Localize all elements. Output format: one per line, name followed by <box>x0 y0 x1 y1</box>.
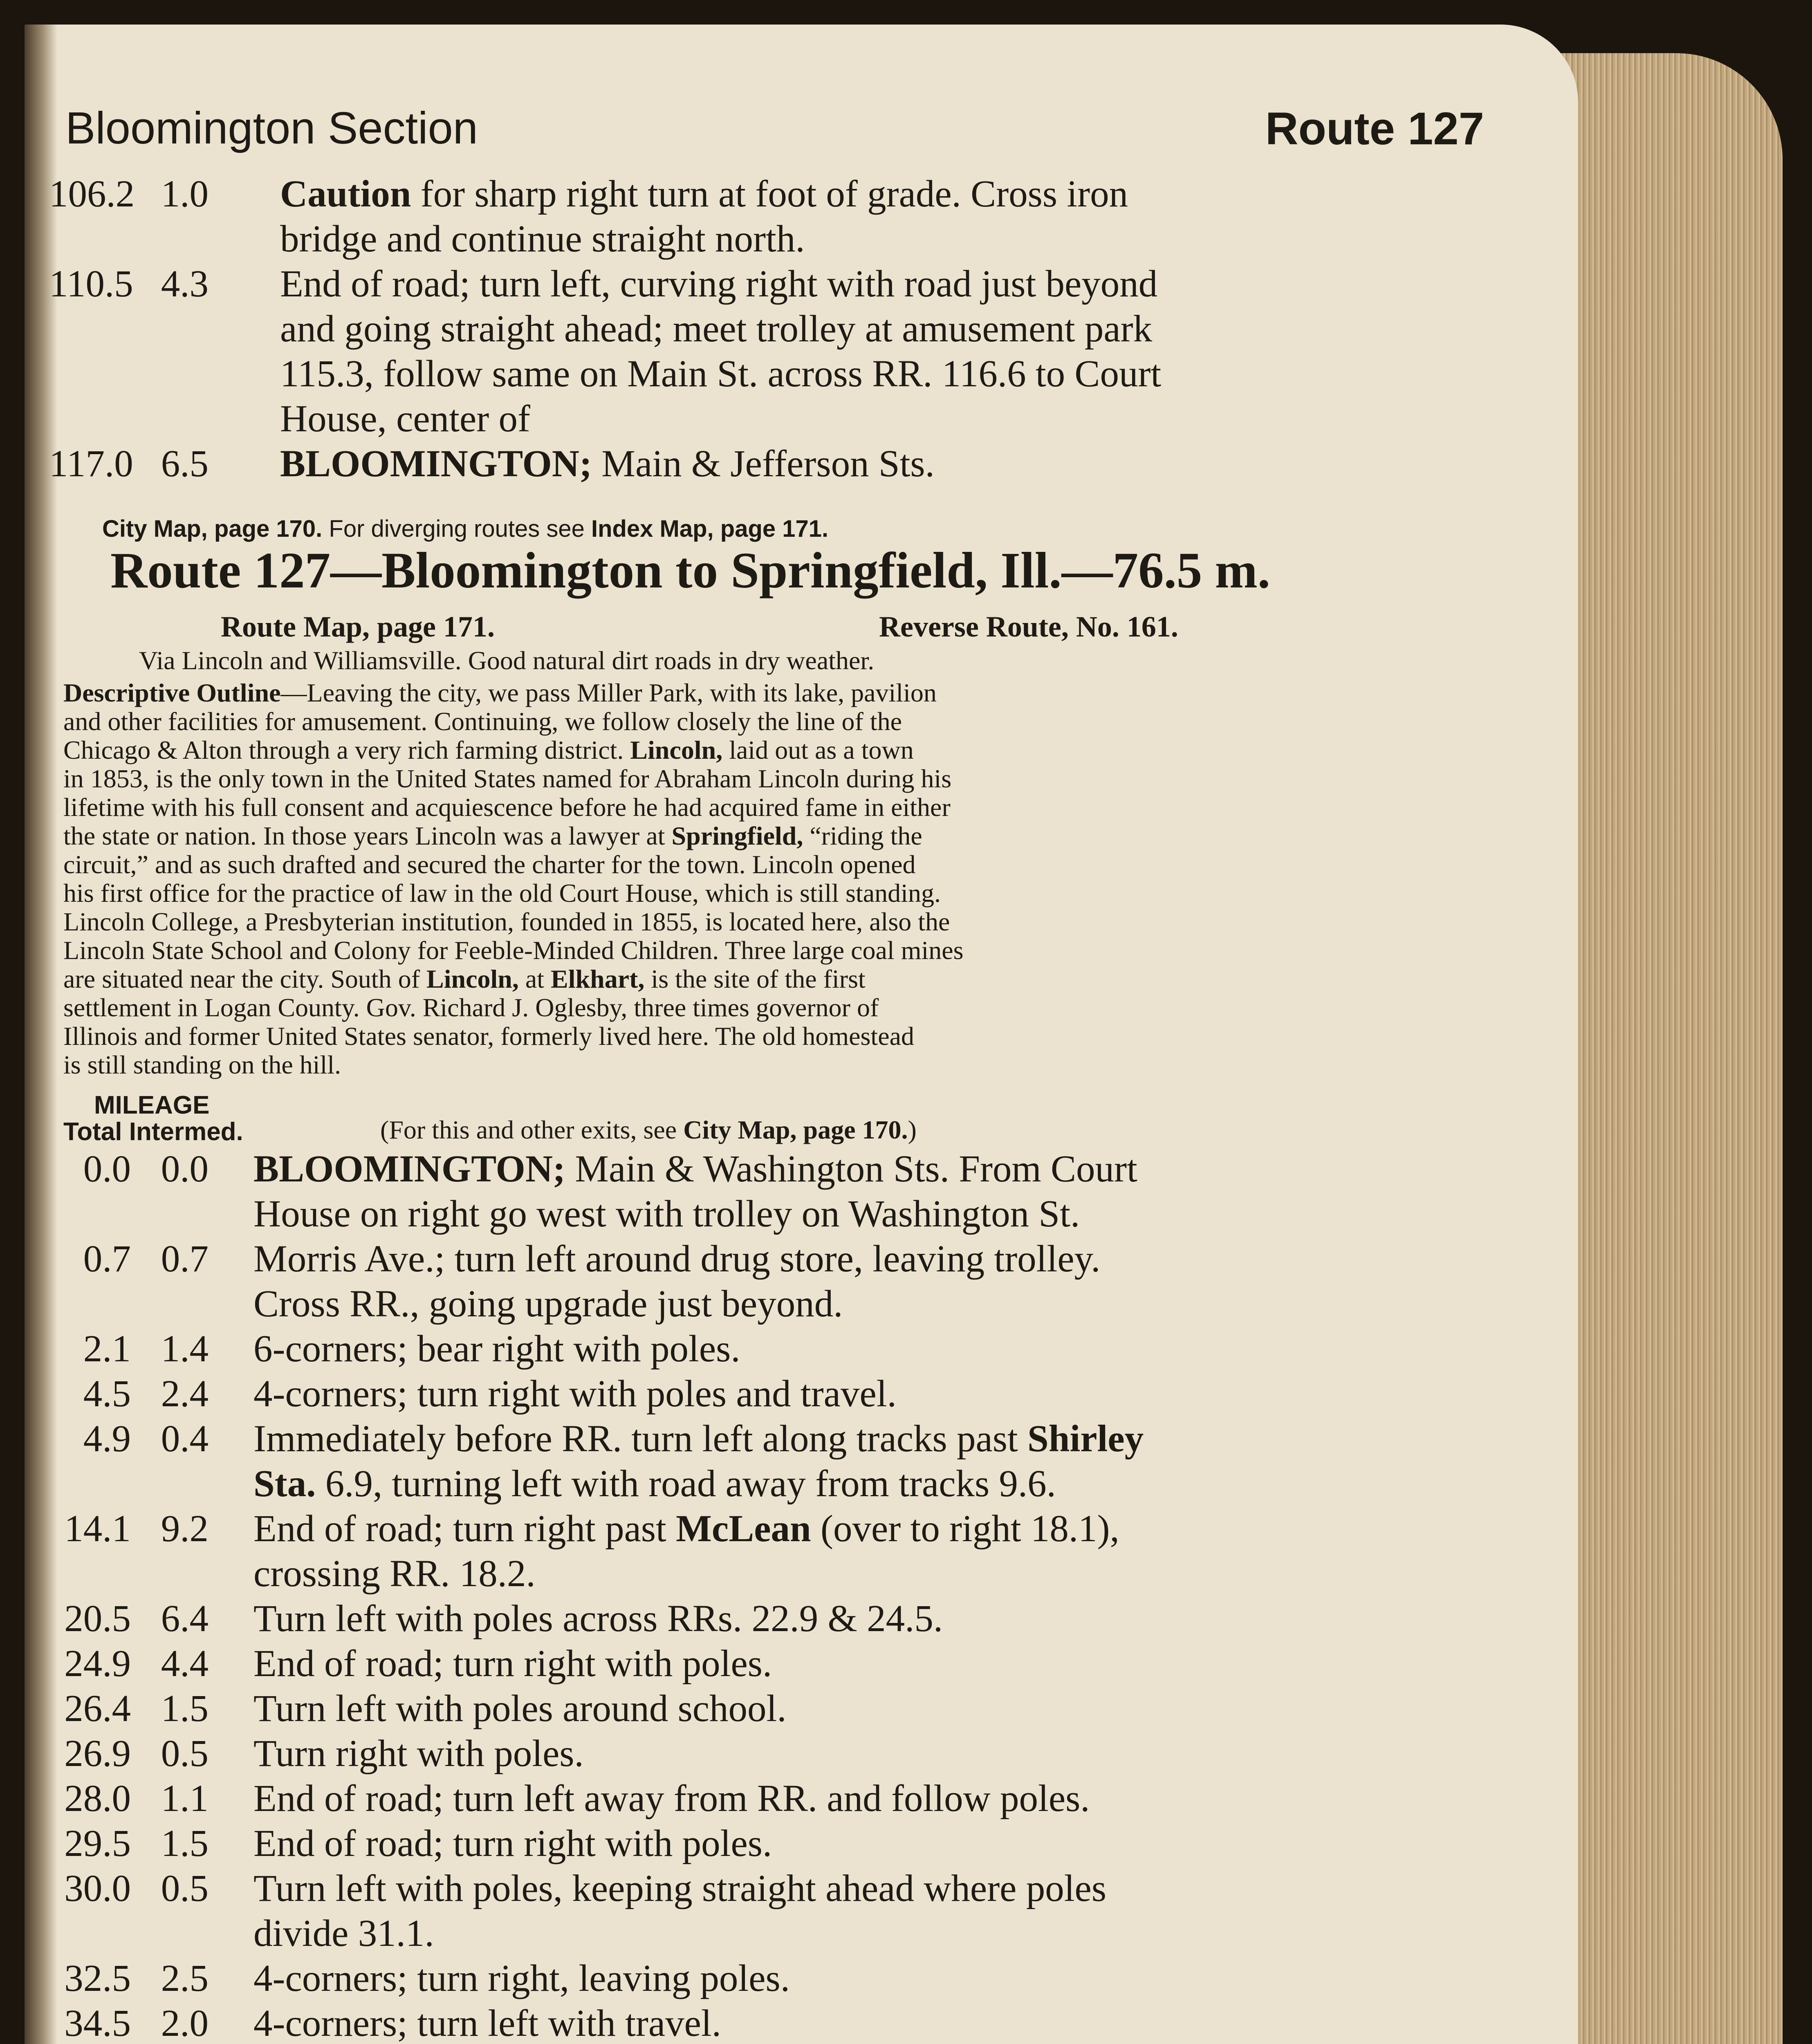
direction-text <box>253 1821 772 1866</box>
total-miles: 14.1 <box>64 1508 131 1550</box>
intermediate-miles: 1.5 <box>161 1822 209 1865</box>
direction-text <box>253 1731 584 1776</box>
text-run: are situated near the city. South of <box>63 964 426 993</box>
text-run: settlement in Logan County. Gov. Richard J. Oglesby, three times governor of <box>63 993 879 1022</box>
text-run: 6.9, turning left with road away from tracks 9.6. <box>316 1463 1056 1505</box>
text-run: Lincoln, <box>630 735 723 764</box>
text-run: Caution <box>280 173 411 215</box>
mileage-label: MILEAGE <box>94 1091 210 1119</box>
direction-text <box>253 1956 790 2001</box>
text-run: circuit,” and as such drafted and secured the charter for the town. Lincoln opened <box>63 850 916 879</box>
intermediate-miles: 0.0 <box>161 1148 209 1190</box>
outline-line <box>63 793 1482 822</box>
text-run: 4-corners; turn right with poles and travel. <box>253 1373 897 1415</box>
text-run: Shirley <box>1027 1418 1144 1460</box>
text-run: City Map, page 170. <box>683 1115 908 1144</box>
total-miles: 29.5 <box>64 1822 131 1865</box>
text-run: Elkhart, <box>551 964 645 993</box>
total-intermed-label: Total Intermed. <box>63 1118 243 1146</box>
direction-text <box>253 1327 740 1372</box>
direction-text <box>253 1192 1080 1237</box>
text-run: Springfield, <box>671 821 803 850</box>
outline-line <box>63 1022 1482 1051</box>
text-run: Turn right with poles. <box>253 1732 584 1775</box>
outline-line <box>63 707 1482 736</box>
text-run: Sta. <box>253 1463 316 1505</box>
text-run: is the site of the first <box>644 964 866 993</box>
text-run: divide 31.1. <box>253 1912 434 1954</box>
text-run: Turn left with poles, keeping straight ahead where poles <box>253 1867 1107 1910</box>
text-run: House, center of <box>280 398 530 440</box>
total-miles: 26.4 <box>64 1688 131 1730</box>
route-map-reference: Route Map, page 171. <box>221 610 495 643</box>
outline-line <box>63 936 1482 965</box>
text-run: End of road; turn left away from RR. and follow poles. <box>253 1777 1090 1820</box>
section-title: Bloomington Section <box>65 103 478 153</box>
outline-line <box>63 850 1482 879</box>
text-run: in 1853, is the only town in the United States named for Abraham Lincoln during his <box>63 764 952 793</box>
direction-text <box>253 1596 943 1641</box>
total-miles: 24.9 <box>64 1643 131 1685</box>
intermediate-miles: 0.7 <box>161 1238 209 1280</box>
intermediate-miles: 2.4 <box>161 1373 209 1415</box>
total-miles: 30.0 <box>64 1867 131 1910</box>
text-run: his first office for the practice of law in the old Court House, which is still standing. <box>63 879 941 908</box>
text-run: lifetime with his full consent and acquiescence before he had acquired fame in either <box>63 793 951 822</box>
exits-note <box>380 1116 917 1143</box>
text-run: BLOOMINGTON; <box>280 443 592 485</box>
direction-text <box>253 1506 1119 1551</box>
outline-line <box>63 1051 1482 1079</box>
total-miles: 110.5 <box>49 263 133 305</box>
direction-text <box>280 397 530 442</box>
text-run: For diverging routes see <box>322 515 591 542</box>
text-run: Main & Washington Sts. From Court <box>565 1148 1137 1190</box>
text-run: End of road; turn left, curving right with road just beyond <box>280 263 1158 305</box>
text-run: at <box>518 964 551 993</box>
direction-text <box>253 1147 1137 1192</box>
direction-text <box>253 1461 1056 1506</box>
intermediate-miles: 1.0 <box>161 173 209 215</box>
text-run: Morris Ave.; turn left around drug store, leaving trolley. <box>253 1238 1101 1280</box>
city-map-note <box>102 515 828 542</box>
intermediate-miles: 4.4 <box>161 1643 209 1685</box>
total-miles: 4.9 <box>83 1418 131 1460</box>
intermediate-miles: 0.4 <box>161 1418 209 1460</box>
text-run: Lincoln State School and Colony for Feeble-Minded Children. Three large coal mines <box>63 936 964 965</box>
outline-line <box>63 965 1482 993</box>
direction-text <box>253 1776 1090 1821</box>
text-run: Index Map, page 171. <box>591 515 829 542</box>
reverse-route-reference: Reverse Route, No. 161. <box>879 610 1178 643</box>
route-number: Route 127 <box>1265 103 1484 154</box>
total-miles: 4.5 <box>83 1373 131 1415</box>
total-miles: 2.1 <box>83 1328 131 1370</box>
direction-text <box>253 1866 1106 1911</box>
text-run: Lincoln, <box>426 964 519 993</box>
intermediate-miles: 1.5 <box>161 1688 209 1730</box>
outline-line <box>63 879 1482 908</box>
text-run: Descriptive Outline <box>63 678 281 707</box>
direction-text <box>253 1237 1100 1282</box>
outline-line <box>63 679 1482 707</box>
direction-text <box>253 1551 536 1596</box>
text-run: Illinois and former United States senator, formerly lived here. The old homestead <box>63 1022 914 1051</box>
direction-text <box>280 217 805 262</box>
direction-text <box>253 1686 787 1731</box>
outline-line <box>63 764 1482 793</box>
direction-text <box>253 1372 897 1416</box>
outline-line <box>63 736 1482 764</box>
text-run: “riding the <box>803 821 922 850</box>
intermediate-miles: 1.4 <box>161 1328 209 1370</box>
text-run: crossing RR. 18.2. <box>253 1553 536 1595</box>
total-miles: 0.7 <box>83 1238 131 1280</box>
text-run: for sharp right turn at foot of grade. Cross iron <box>411 173 1128 215</box>
total-miles: 117.0 <box>49 443 133 485</box>
route-title: Route 127—Bloomington to Springfield, Ill.—76.5 m. <box>110 542 1270 599</box>
intermediate-miles: 2.5 <box>161 1957 209 1999</box>
text-run: 6-corners; bear right with poles. <box>253 1328 740 1370</box>
text-run: BLOOMINGTON; <box>253 1148 566 1190</box>
text-run: Turn left with poles across RRs. 22.9 & 24.5. <box>253 1598 943 1640</box>
intermediate-miles: 6.5 <box>161 443 209 485</box>
direction-text <box>280 172 1128 217</box>
direction-text <box>280 307 1152 352</box>
text-run: Main & Jefferson Sts. <box>592 443 935 485</box>
book-page <box>25 25 1578 2044</box>
direction-text <box>253 1641 772 1686</box>
text-run: Cross RR., going upgrade just beyond. <box>253 1283 843 1325</box>
text-run: City Map, page 170. <box>102 515 323 542</box>
text-run: is still standing on the hill. <box>63 1050 341 1079</box>
running-header <box>65 102 1484 164</box>
text-run: End of road; turn right past <box>253 1508 676 1550</box>
total-miles: 106.2 <box>49 173 135 215</box>
text-run: 4-corners; turn right, leaving poles. <box>253 1957 790 1999</box>
text-run: Immediately before RR. turn left along tracks past <box>253 1418 1028 1460</box>
text-run: McLean <box>676 1508 811 1550</box>
text-run: laid out as a town <box>722 735 914 764</box>
outline-line <box>63 908 1482 936</box>
text-run: —Leaving the city, we pass Miller Park, with its lake, pavilion <box>280 678 937 707</box>
direction-text <box>253 1911 434 1956</box>
text-run: bridge and continue straight north. <box>280 218 805 260</box>
total-miles: 26.9 <box>64 1732 131 1775</box>
outline-line <box>63 993 1482 1022</box>
intermediate-miles: 0.5 <box>161 1867 209 1910</box>
intermediate-miles: 6.4 <box>161 1598 209 1640</box>
direction-text <box>280 442 935 486</box>
text-run: Chicago & Alton through a very rich farming district. <box>63 735 630 764</box>
text-run: 4-corners; turn left with travel. <box>253 2002 722 2044</box>
text-run: Lincoln College, a Presbyterian institution, founded in 1855, is located here, also the <box>63 907 950 936</box>
total-miles: 34.5 <box>64 2002 131 2044</box>
text-run: End of road; turn right with poles. <box>253 1822 772 1865</box>
text-run: Turn left with poles around school. <box>253 1688 787 1730</box>
text-run: End of road; turn right with poles. <box>253 1643 772 1685</box>
direction-text <box>280 262 1157 307</box>
intermediate-miles: 2.0 <box>161 2002 209 2044</box>
direction-text <box>253 1416 1144 1461</box>
intermediate-miles: 1.1 <box>161 1777 209 1820</box>
page-edges <box>1545 53 1783 2044</box>
text-run: and other facilities for amusement. Continuing, we follow closely the line of the <box>63 707 902 736</box>
text-run: (For this and other exits, see <box>380 1115 684 1144</box>
route-via: Via Lincoln and Williamsville. Good natural dirt roads in dry weather. <box>139 646 875 675</box>
intermediate-miles: 9.2 <box>161 1508 209 1550</box>
direction-text <box>253 1282 843 1327</box>
total-miles: 20.5 <box>64 1598 131 1640</box>
text-run: 115.3, follow same on Main St. across RR. 116.6 to Court <box>280 353 1162 395</box>
total-miles: 32.5 <box>64 1957 131 1999</box>
outline-line <box>63 822 1482 850</box>
total-miles: 0.0 <box>83 1148 131 1190</box>
intermediate-miles: 0.5 <box>161 1732 209 1775</box>
text-run: ) <box>908 1115 917 1144</box>
total-miles: 28.0 <box>64 1777 131 1820</box>
text-run: the state or nation. In those years Lincoln was a lawyer at <box>63 821 672 850</box>
intermediate-miles: 4.3 <box>161 263 209 305</box>
text-run: and going straight ahead; meet trolley at amusement park <box>280 308 1153 350</box>
direction-text <box>280 352 1161 397</box>
text-run: (over to right 18.1), <box>811 1508 1119 1550</box>
text-run: House on right go west with trolley on Washington St. <box>253 1193 1080 1235</box>
direction-text <box>253 2001 721 2044</box>
